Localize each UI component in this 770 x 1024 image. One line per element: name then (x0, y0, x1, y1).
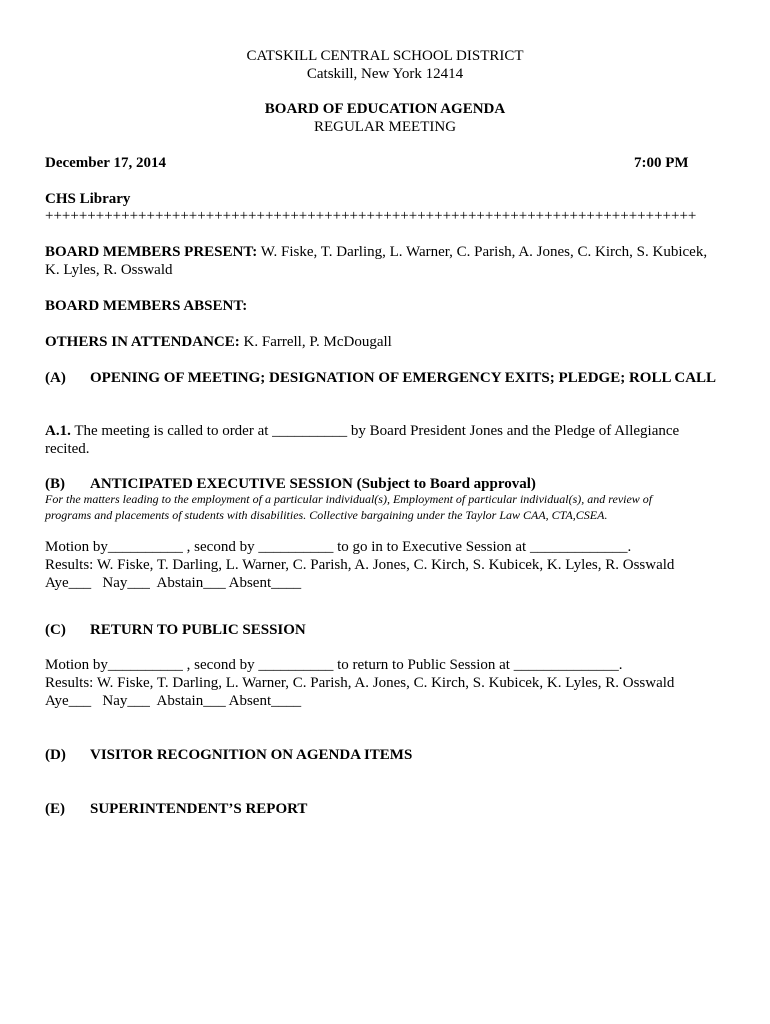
meeting-time: 7:00 PM (634, 155, 689, 171)
agenda-title: BOARD OF EDUCATION AGENDA (264, 101, 506, 117)
section-e-heading (45, 800, 307, 818)
others-attendance-label: OTHERS IN ATTENDANCE: (45, 334, 240, 350)
district-name: CATSKILL CENTRAL SCHOOL DISTRICT (246, 48, 524, 64)
section-c-motion: Motion by__________ , second by __________ to return to Public Session at ______________. (45, 657, 623, 673)
section-e-letter: (E) (45, 801, 65, 817)
district-address: Catskill, New York 12414 (306, 66, 464, 82)
section-a-heading (45, 369, 716, 387)
item-a1-text-cont: recited. (45, 441, 90, 457)
section-c-vote: Aye___ Nay___ Abstain___ Absent____ (45, 693, 302, 709)
section-b-title: ANTICIPATED EXECUTIVE SESSION (Subject to Board approval) (90, 476, 536, 492)
section-c-letter: (C) (45, 622, 66, 638)
meeting-location: CHS Library (45, 191, 131, 207)
section-d-heading (45, 746, 412, 764)
section-c-results: Results: W. Fiske, T. Darling, L. Warner, C. Parish, A. Jones, C. Kirch, S. Kubicek, K. Lyles, R. Osswald (45, 675, 675, 691)
item-a1 (45, 422, 679, 440)
section-b-note-line1: For the matters leading to the employment of a particular individual(s), Employment of particular individual(s), and review of (45, 492, 653, 506)
item-a1-number: A.1. (45, 423, 71, 439)
section-b-motion: Motion by__________ , second by __________ to go in to Executive Session at _____________. (45, 539, 632, 555)
section-c-title: RETURN TO PUBLIC SESSION (90, 622, 306, 638)
section-b-vote: Aye___ Nay___ Abstain___ Absent____ (45, 575, 302, 591)
section-d-letter: (D) (45, 747, 66, 763)
section-a-title: OPENING OF MEETING; DESIGNATION OF EMERGENCY EXITS; PLEDGE; ROLL CALL (90, 370, 717, 386)
section-d-title: VISITOR RECOGNITION ON AGENDA ITEMS (90, 747, 413, 763)
meeting-type: REGULAR MEETING (313, 119, 457, 135)
section-b-heading (45, 475, 536, 493)
section-b-results: Results: W. Fiske, T. Darling, L. Warner, C. Parish, A. Jones, C. Kirch, S. Kubicek, K. Lyles, R. Osswald (45, 557, 675, 573)
section-c-heading (45, 621, 306, 639)
separator-line: +++++++++++++++++++++++++++++++++++++++++++++++++++++++++++++++++++++++++++++ (45, 208, 697, 224)
section-b-letter: (B) (45, 476, 65, 492)
others-attendance (45, 333, 392, 351)
section-a-letter: (A) (45, 370, 66, 386)
meeting-date: December 17, 2014 (45, 155, 166, 171)
item-a1-text: The meeting is called to order at __________ by Board President Jones and the Pledge of Allegiance (70, 423, 680, 439)
members-absent-label: BOARD MEMBERS ABSENT: (45, 298, 248, 314)
others-attendance-names: K. Farrell, P. McDougall (239, 334, 392, 350)
section-e-title: SUPERINTENDENT’S REPORT (90, 801, 308, 817)
members-present-names: W. Fiske, T. Darling, L. Warner, C. Parish, A. Jones, C. Kirch, S. Kubicek, (257, 244, 708, 260)
section-b-note-line2: programs and placements of students with disabilities. Collective bargaining under the Taylor Law CAA, CTA,CSEA. (45, 508, 608, 522)
members-present-names-cont: K. Lyles, R. Osswald (45, 262, 173, 278)
members-present-label: BOARD MEMBERS PRESENT: (45, 244, 258, 260)
members-present (45, 243, 707, 261)
